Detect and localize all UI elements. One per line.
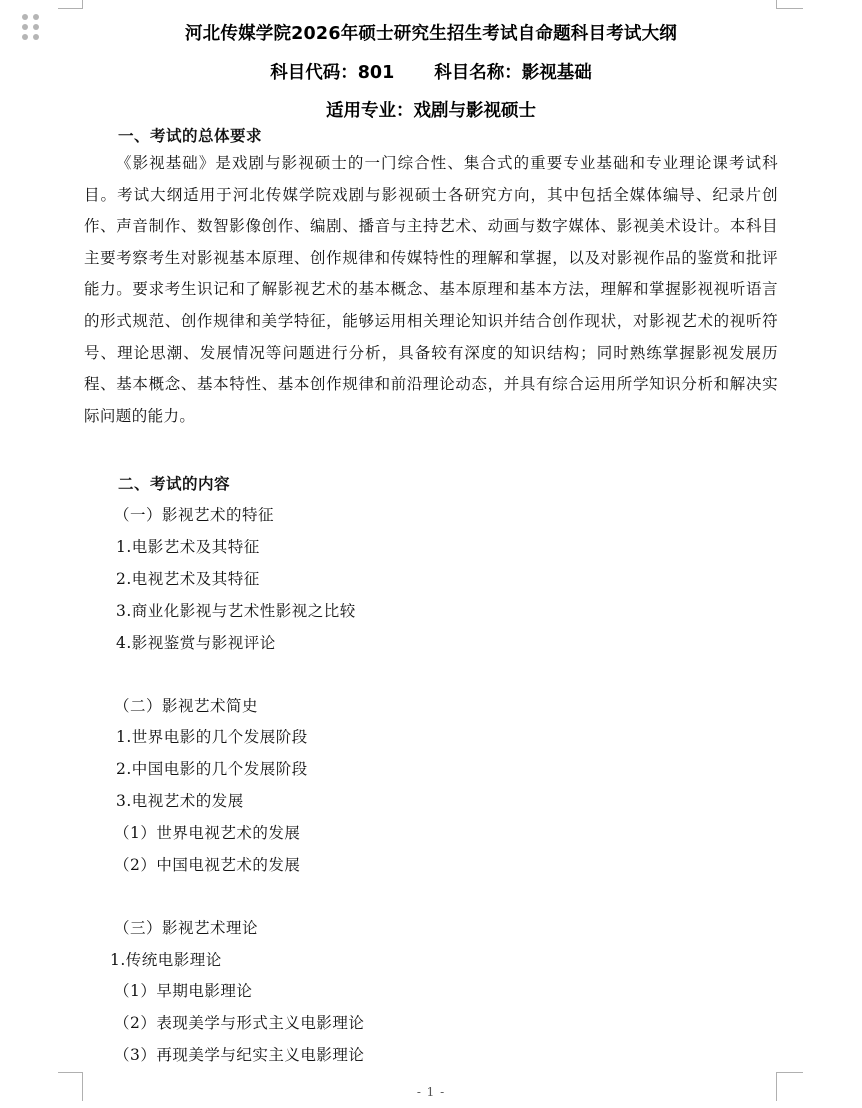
list-item: 2.中国电影的几个发展阶段 xyxy=(116,760,308,778)
part-label-characteristics: （一）影视艺术的特征 xyxy=(114,506,275,524)
list-item: 1.电影艺术及其特征 xyxy=(116,538,260,556)
sub-list-item: （3）再现美学与纪实主义电影理论 xyxy=(114,1046,365,1064)
page-number: - 1 - xyxy=(416,1085,446,1099)
list-item: 3.电视艺术的发展 xyxy=(116,792,244,810)
sub-list-item: （2）表现美学与形式主义电影理论 xyxy=(114,1014,365,1032)
subject-info-line xyxy=(0,59,862,84)
part-label-theory: （三）影视艺术理论 xyxy=(114,919,259,937)
general-requirements-paragraph: 《影视基础》是戏剧与影视硕士的一门综合性、集合式的重要专业基础和专业理论课考试科目。考试大纲适用于河北传媒学院戏剧与影视硕士各研究方向，其中包括全媒体编导、纪录片创作、声音制作、数智影像创作、编剧、播音与主持艺术、动画与数字媒体、影视美术设计。本科目主要考察考生对影视基本原理、创作规律和传媒特性的理解和掌握，以及对影视作品的鉴赏和批评能力。要求考生识记和了解影视艺术的基本概念、基本原理和基本方法，理解和掌握影视视听语言的形式规范、创作规律和美学特征，能够运用相关理论知识并结合创作现状，对影视艺术的视听符号、理论思潮、发展情况等问题进行分析，具备较有深度的知识结构；同时熟练掌握影视发展历程、基本概念、基本特性、基本创作规律和前沿理论动态，并具有综合运用所学知识分析和解决实际问题的能力。 xyxy=(84,154,778,425)
subject-name: 科目名称：影视基础 xyxy=(434,63,592,83)
list-item: 1.传统电影理论 xyxy=(110,951,222,969)
part-label-brief-history: （二）影视艺术简史 xyxy=(114,697,259,715)
applicable-major: 适用专业：戏剧与影视硕士 xyxy=(326,101,536,121)
document-title: 河北传媒学院2026年硕士研究生招生考试自命题科目考试大纲 xyxy=(184,24,677,44)
list-item: 3.商业化影视与艺术性影视之比较 xyxy=(116,602,356,620)
subject-code: 科目代码：801 xyxy=(270,63,395,83)
crop-mark-top-left xyxy=(58,0,83,9)
sub-list-item: （1）早期电影理论 xyxy=(114,982,253,1000)
crop-mark-top-right xyxy=(776,0,803,9)
list-item: 4.影视鉴赏与影视评论 xyxy=(116,634,276,652)
list-item: 1.世界电影的几个发展阶段 xyxy=(116,728,308,746)
list-item: 2.电视艺术及其特征 xyxy=(116,570,260,588)
sub-list-item: （2）中国电视艺术的发展 xyxy=(114,856,301,874)
section-heading-general-requirements: 一、考试的总体要求 xyxy=(118,126,263,145)
section-heading-exam-content: 二、考试的内容 xyxy=(118,474,231,493)
sub-list-item: （1）世界电视艺术的发展 xyxy=(114,824,301,842)
